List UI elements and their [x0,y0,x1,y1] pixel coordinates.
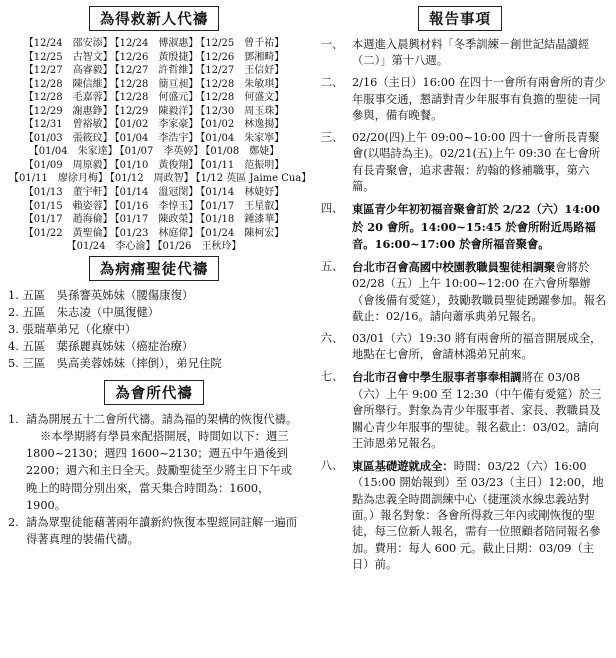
salvation-name-entry: 【12/30 周玉珠】 [200,105,285,117]
salvation-row [8,132,300,146]
salvation-name-entry: 【12/28 毛嘉蓉】 [23,92,113,104]
salvation-name-entry: 【01/08 鄭婕】 [205,146,280,158]
salvation-row [8,172,312,186]
salvation-section-header [8,6,300,31]
church-section-header [8,380,300,405]
announcement-number: 八、 [320,458,344,472]
announcement-text: 02/20(四)上午 09:00~10:00 四十一會所長青聚會(以唱詩為主)。02/21(五)上午 09:30 在七會所有長青聚會，追求書報：約翰的修補職事，第六篇。 [352,131,601,194]
salvation-row [8,240,300,254]
salvation-name-entry: 【12/27 王信妤】 [200,65,285,77]
salvation-row [8,145,300,159]
salvation-row [8,118,300,132]
announcement-text: 時間：03/22（六）16:00（15:00 開始報到）至 03/23（主日）12:00，地點為忠義全時間訓練中心（捷運淡水線忠義站對面。）報名對象：各會所得救三年內或剛恢復的聖徒，每三位新人報名，需有一位照顧者陪同報名參加。費用：每人 600 元。截止日期：03/09（主日）前。 [352,459,604,572]
announcement-item [312,331,608,364]
sick-title: 為病痛聖徒代禱 [89,256,220,281]
salvation-name-entry: 【01/09 周原毅】 [23,159,113,171]
salvation-name-entry: 【01/15 賴姿蓉】 [23,200,113,212]
salvation-row [8,78,300,92]
salvation-name-entry: 【12/24 傅淑惠】 [114,38,199,49]
salvation-name-entry: 【12/24 邵安添】 [23,38,113,49]
announcement-number: 三、 [320,131,344,145]
salvation-name-entry: 【01/11 范振明】 [200,159,285,171]
church-item-number: 2. [8,515,19,529]
salvation-name-entry: 【12/26 黃殷捷】 [114,51,199,63]
salvation-name-entry: 【01/14 溫冠閔】 [114,187,199,199]
salvation-row [8,227,300,241]
announcement-text: 03/01（六）19:30 將有兩會所的福音開展成全，地點在七會所，會請林鴻弟兄前來。 [352,332,602,362]
salvation-name-entry: 【01/02 林逸揚】 [200,119,285,131]
salvation-name-entry: 【01/26 王秋玲】 [157,241,242,253]
announcement-text: 將在 03/08（六）上午 9:00 至 12:30（中午備有愛筵）於三會所舉行。對象為青少年服事者、家長、教職員及關心青少年服事的聖徒。報名截止：03/02。請向王沛恩弟兄報名。 [352,371,602,450]
salvation-name-entry: 【01/07 李英婷】 [119,146,204,158]
salvation-name-entry: 【01/17 陳政榮】 [114,214,199,226]
announcement-number: 六、 [320,332,344,345]
announcement-item [312,37,608,70]
salvation-name-entry: 【01/14 林婕妤】 [200,187,285,199]
announcement-item [312,259,608,326]
salvation-name-entry: 【12/28 何盛元】 [114,92,199,104]
salvation-name-entry: 【01/17 王星叡】 [200,200,285,212]
salvation-name-entry: 【12/28 簡亘昶】 [114,78,199,90]
salvation-name-entry: 【12/28 何盛文】 [200,92,285,104]
church-list [8,411,300,549]
announcement-bold-text: 東區青少年初初福音聚會訂於 2/22（六）14:00 於 20 會所。14:00~15:45 於會所附近馬路福音。16:00~17:00 於會所福音聚會。 [352,202,601,251]
salvation-name-entry: 【01/10 黃俊翔】 [114,159,199,171]
salvation-name-entry: 【12/25 曾千祐】 [200,38,285,49]
announcement-number: 二、 [320,76,344,90]
announcement-text: 2/16（主日）16:00 在四十一會所有兩會所的青少年服事交通，懇請對青少年服事有負擔的聖徒一同參與，備有晚餐。 [352,76,606,123]
salvation-name-grid [8,37,312,254]
salvation-name-entry: 【01/12 周政智】 [109,173,194,185]
salvation-name-entry: 【01/11 廖徐月梅】 [9,173,108,185]
announcement-bold-text: 東區基礎遊就成全： [352,458,454,473]
sick-section-header [8,256,300,281]
sick-item: 2. 五區 朱志凌（中風復健） [8,304,160,319]
salvation-row [8,37,300,51]
sick-item: 3. 張瑞華弟兄（化療中） [8,321,137,336]
left-column [8,6,312,548]
announcement-bold-text: 台北市召會高國中校園教職員聖徒相調聚 [352,259,556,274]
announcement-item [312,458,608,574]
salvation-row [8,51,300,65]
salvation-name-entry: 【12/31 曾裕敏】 [23,119,113,131]
salvation-name-entry: 【01/24 陳柯宏】 [200,227,285,239]
salvation-row [8,105,300,119]
church-item [8,514,300,548]
announcement-bold-text: 台北市召會中學生服事者事奉相調 [352,370,522,385]
salvation-name-entry: 【1/12 英區 Jaime Cua】 [195,173,312,185]
salvation-row [8,64,300,78]
salvation-name-entry: 【12/29 陳毅洋】 [114,105,199,117]
salvation-name-entry: 【01/18 鍾漆華】 [200,214,285,226]
salvation-name-entry: 【12/28 陳信維】 [23,78,113,90]
salvation-row [8,186,300,200]
announcement-item [312,130,608,196]
church-item [8,411,300,514]
salvation-name-entry: 【01/24 李心渝】 [66,241,156,253]
announcement-number: 一、 [320,38,344,51]
salvation-row [8,159,300,173]
announcement-text: 會將於 02/28（五）上午 10:00~12:00 在六會所舉辦（會後備有愛筵），鼓勵教職員聖徒踴躍參加。報名截止：02/16。請向蕭承典弟兄報名。 [352,260,607,324]
announcement-item [312,201,608,253]
announcements-header [312,6,608,31]
salvation-name-entry: 【01/04 李浩宇】 [114,132,199,144]
salvation-name-entry: 【01/02 李家豪】 [114,119,199,131]
church-item-text: 請為開展五十二會所代禱。請為福的架構的恢復代禱。 [26,412,298,426]
salvation-name-entry: 【01/13 董宇軒】 [23,187,113,199]
sick-item: 5. 三區 吳高美蓉姊妹（摔倒），弟兄住院 [8,355,222,370]
salvation-name-entry: 【01/22 黃聖倫】 [23,227,113,239]
sick-item: 1. 五區 吳孫謇英姊妹（腰傷康復） [8,287,194,302]
sick-list [8,287,300,372]
salvation-name-entry: 【12/25 古智文】 [23,51,113,63]
salvation-name-entry: 【01/17 趙海倫】 [23,214,113,226]
salvation-name-entry: 【12/29 謝惠錚】 [23,105,113,117]
church-item-number: 1. [8,412,19,426]
salvation-title: 為得救新人代禱 [89,6,220,31]
sick-item: 4. 五區 葉孫麗真姊妹（癌症治療） [8,338,194,353]
announcement-number: 四、 [320,202,344,216]
church-item-text: 請為眾聖徒能藉著兩年讀新約恢復本聖經同註解一遍而得著真理的裝備代禱。 [26,515,298,547]
salvation-name-entry: 【12/27 高睿毅】 [23,65,113,77]
announcement-number: 七、 [320,370,344,384]
church-title: 為會所代禱 [104,380,204,405]
salvation-name-entry: 【12/26 鄧湘畸】 [200,51,285,63]
church-item-note: ※本學期將有學員來配搭開展，時間如以下：週三 1800~2130；週四 1600~2130；週五中午過後到 2200；週六和主日全天。鼓勵聖徒至少將主日下午或晚上的時間分別出來，當天集合時間為：1600，1900。 [26,429,292,512]
announcement-item [312,369,608,452]
salvation-name-entry: 【01/16 李惇玉】 [114,200,199,212]
salvation-row [8,213,300,227]
announcement-text: 本週進入晨興材料「冬季訓練－創世記結晶讀經（二）」第十八週。 [352,38,590,68]
salvation-name-entry: 【12/27 許哲維】 [114,65,199,77]
announcements-title: 報告事項 [418,6,502,31]
salvation-row [8,91,300,105]
announcement-item [312,75,608,124]
salvation-name-entry: 【01/04 朱家達】 [28,146,118,158]
salvation-name-entry: 【12/28 朱敏琪】 [200,78,285,90]
salvation-name-entry: 【01/04 朱家寧】 [200,132,285,144]
salvation-row [8,200,300,214]
salvation-name-entry: 【01/03 張筱玟】 [23,132,113,144]
salvation-name-entry: 【01/23 林庭偉】 [114,227,199,239]
announcements-list [312,37,608,574]
right-column [312,6,608,579]
announcement-number: 五、 [320,259,344,273]
